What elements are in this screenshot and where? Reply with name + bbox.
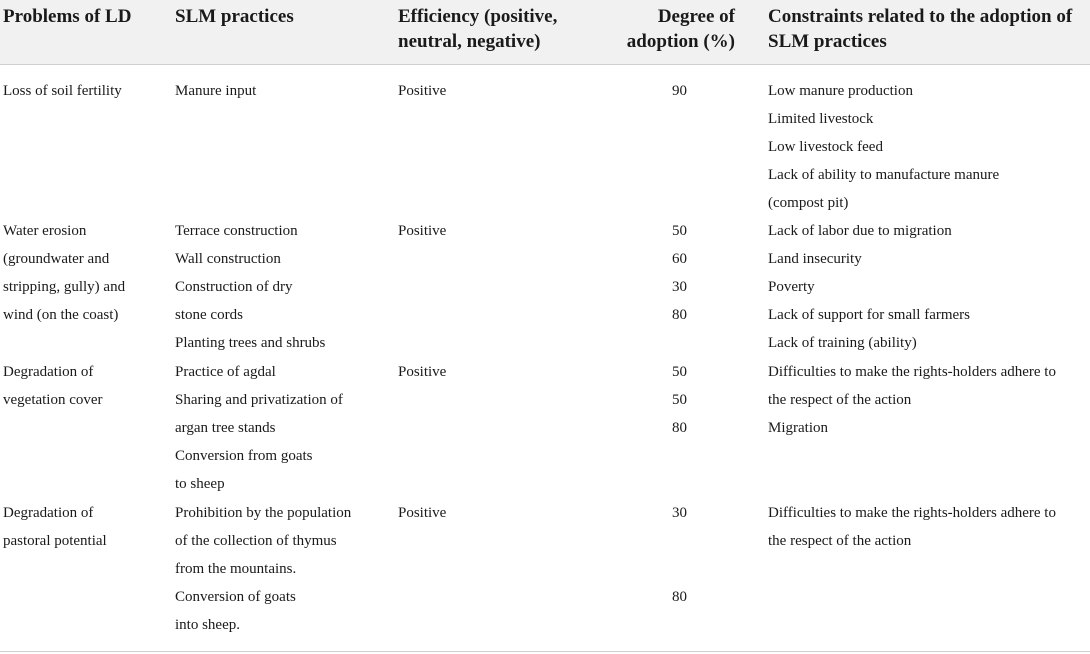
cell-line: from the mountains. xyxy=(175,561,297,577)
cell-line: Lack of labor due to migration xyxy=(768,223,952,239)
header-practices xyxy=(175,4,294,29)
header-text: SLM practices xyxy=(768,31,887,52)
cell-line: the respect of the action xyxy=(768,533,912,549)
cell-line: 50 xyxy=(672,364,687,380)
cell-line: Difficulties to make the rights-holders adhere to xyxy=(768,505,1056,521)
cell-line: stripping, gully) and xyxy=(3,279,126,295)
cell-line: Lack of ability to manufacture manure xyxy=(768,167,1000,183)
cell-line: Lack of support for small farmers xyxy=(768,307,971,323)
cell-efficiency xyxy=(398,358,446,386)
cell-line: vegetation cover xyxy=(3,392,103,408)
cell-line: Low manure production xyxy=(768,83,913,99)
cell-line: Construction of dry xyxy=(175,279,293,295)
header-adoption xyxy=(600,4,735,54)
cell-line: Loss of soil fertility xyxy=(3,83,122,99)
cell-line: Land insecurity xyxy=(768,251,862,267)
cell-line: Poverty xyxy=(768,279,815,295)
cell-line: Positive xyxy=(398,223,447,239)
cell-line: Migration xyxy=(768,420,828,436)
cell-adoption xyxy=(567,77,687,105)
header-text: Problems of LD xyxy=(3,6,132,27)
cell-line: Lack of training (ability) xyxy=(768,335,917,351)
header-rule xyxy=(0,64,1090,65)
cell-line: Practice of agdal xyxy=(175,364,276,380)
cell-line: Positive xyxy=(398,505,447,521)
header-text: Efficiency (positive, xyxy=(398,6,558,27)
table-header xyxy=(0,0,1090,64)
cell-problem xyxy=(3,358,103,414)
cell-line xyxy=(567,527,687,555)
cell-practices xyxy=(175,499,351,639)
header-constraints xyxy=(768,4,1072,54)
table-bottom-rule xyxy=(0,651,1090,652)
cell-line: 60 xyxy=(672,251,687,267)
cell-line: argan tree stands xyxy=(175,420,276,436)
cell-line: Low livestock feed xyxy=(768,139,883,155)
cell-line: stone cords xyxy=(175,307,243,323)
cell-line: Wall construction xyxy=(175,251,281,267)
header-efficiency xyxy=(398,4,557,54)
cell-line: Water erosion xyxy=(3,223,87,239)
header-text: SLM practices xyxy=(175,6,294,27)
cell-practices xyxy=(175,358,343,498)
cell-line: 30 xyxy=(672,279,687,295)
cell-adoption xyxy=(567,499,687,611)
cell-efficiency xyxy=(398,217,446,245)
cell-line: 90 xyxy=(672,83,687,99)
cell-line: Difficulties to make the rights-holders adhere to xyxy=(768,364,1056,380)
header-text: neutral, negative) xyxy=(398,31,541,52)
cell-line: to sheep xyxy=(175,476,225,492)
cell-problem xyxy=(3,217,125,329)
cell-practices xyxy=(175,217,325,357)
cell-line: Prohibition by the population xyxy=(175,505,352,521)
cell-line: Planting trees and shrubs xyxy=(175,335,326,351)
header-problems xyxy=(3,4,131,29)
cell-line: (compost pit) xyxy=(768,195,849,211)
cell-problem xyxy=(3,77,122,105)
cell-line: Conversion from goats xyxy=(175,448,313,464)
cell-line: Limited livestock xyxy=(768,111,874,127)
cell-constraints xyxy=(768,499,1056,555)
cell-line: 50 xyxy=(672,392,687,408)
cell-line: Positive xyxy=(398,364,447,380)
cell-adoption xyxy=(567,217,687,329)
cell-line: Manure input xyxy=(175,83,257,99)
cell-line: Degradation of xyxy=(3,505,94,521)
cell-line: Terrace construction xyxy=(175,223,298,239)
cell-line: of the collection of thymus xyxy=(175,533,337,549)
cell-constraints xyxy=(768,77,999,217)
cell-line: Positive xyxy=(398,83,447,99)
cell-line: Degradation of xyxy=(3,364,94,380)
cell-line: Sharing and privatization of xyxy=(175,392,343,408)
cell-line xyxy=(567,555,687,583)
cell-line: (groundwater and xyxy=(3,251,110,267)
cell-constraints xyxy=(768,217,970,357)
cell-line: wind (on the coast) xyxy=(3,307,119,323)
cell-line: pastoral potential xyxy=(3,533,107,549)
header-text: Degree of xyxy=(657,6,735,27)
header-text: Constraints related to the adoption of xyxy=(768,6,1073,27)
cell-line: 80 xyxy=(672,307,687,323)
cell-line: 80 xyxy=(672,589,687,605)
cell-practices xyxy=(175,77,256,105)
cell-line: Conversion of goats xyxy=(175,589,296,605)
cell-problem xyxy=(3,499,107,555)
cell-adoption xyxy=(567,358,687,442)
cell-line: into sheep. xyxy=(175,617,240,633)
cell-line: 80 xyxy=(672,420,687,436)
cell-line: 50 xyxy=(672,223,687,239)
header-text: adoption (%) xyxy=(626,31,735,52)
cell-constraints xyxy=(768,358,1056,442)
cell-line: the respect of the action xyxy=(768,392,912,408)
cell-efficiency xyxy=(398,77,446,105)
cell-line: 30 xyxy=(672,505,687,521)
cell-efficiency xyxy=(398,499,446,527)
